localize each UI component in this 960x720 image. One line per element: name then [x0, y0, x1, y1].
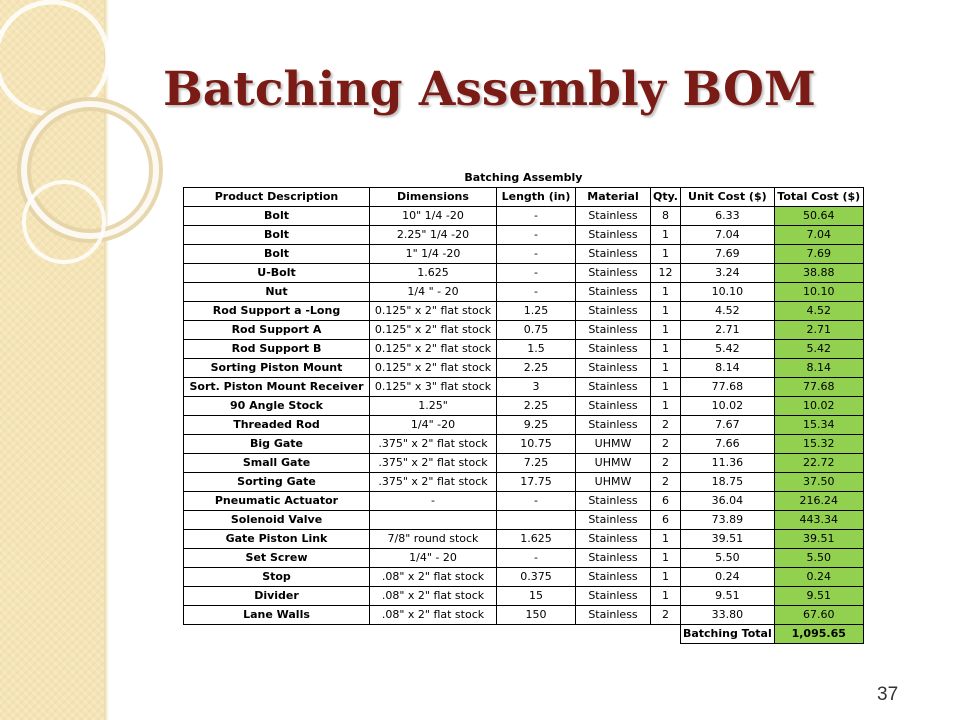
cell-dimensions: 7/8" round stock — [370, 530, 497, 549]
cell-dimensions: 1/4 " - 20 — [370, 283, 497, 302]
cell-dimensions: 2.25" 1/4 -20 — [370, 226, 497, 245]
cell-unit-cost: 39.51 — [680, 530, 774, 549]
cell-qty: 2 — [651, 435, 681, 454]
cell-total-cost: 38.88 — [774, 264, 863, 283]
cell-total-cost: 15.32 — [774, 435, 863, 454]
cell-product-description: Stop — [184, 568, 370, 587]
cell-material: Stainless — [576, 606, 651, 625]
header-total-cost: Total Cost ($) — [774, 188, 863, 207]
header-length: Length (in) — [497, 188, 576, 207]
cell-material: Stainless — [576, 549, 651, 568]
decorative-rings — [0, 0, 200, 300]
cell-unit-cost: 0.24 — [680, 568, 774, 587]
table-row — [184, 226, 864, 245]
cell-total-cost: 50.64 — [774, 207, 863, 226]
table-caption: Batching Assembly — [464, 171, 583, 184]
cell-length: - — [497, 492, 576, 511]
cell-dimensions: 1.25" — [370, 397, 497, 416]
slide-title: Batching Assembly BOM — [163, 62, 816, 117]
header-qty: Qty. — [651, 188, 681, 207]
cell-qty: 1 — [651, 321, 681, 340]
cell-dimensions: 0.125" x 2" flat stock — [370, 340, 497, 359]
cell-product-description: Rod Support A — [184, 321, 370, 340]
cell-dimensions: 10" 1/4 -20 — [370, 207, 497, 226]
table-row — [184, 568, 864, 587]
cell-unit-cost: 11.36 — [680, 454, 774, 473]
cell-qty: 1 — [651, 359, 681, 378]
cell-total-cost: 5.50 — [774, 549, 863, 568]
cell-product-description: Threaded Rod — [184, 416, 370, 435]
cell-unit-cost: 4.52 — [680, 302, 774, 321]
cell-unit-cost: 6.33 — [680, 207, 774, 226]
cell-length: 1.625 — [497, 530, 576, 549]
cell-qty: 1 — [651, 340, 681, 359]
cell-total-cost: 8.14 — [774, 359, 863, 378]
cell-material: Stainless — [576, 207, 651, 226]
cell-product-description: Sorting Piston Mount — [184, 359, 370, 378]
table-row — [184, 511, 864, 530]
cell-length: - — [497, 207, 576, 226]
table-caption-row — [184, 169, 864, 188]
cell-material: Stainless — [576, 568, 651, 587]
table-row — [184, 340, 864, 359]
table-row — [184, 473, 864, 492]
cell-qty: 1 — [651, 378, 681, 397]
cell-qty: 1 — [651, 587, 681, 606]
cell-material: Stainless — [576, 264, 651, 283]
cell-total-cost: 39.51 — [774, 530, 863, 549]
cell-unit-cost: 8.14 — [680, 359, 774, 378]
table-row — [184, 264, 864, 283]
cell-dimensions: .08" x 2" flat stock — [370, 606, 497, 625]
cell-length: 1.25 — [497, 302, 576, 321]
cell-product-description: Lane Walls — [184, 606, 370, 625]
cell-dimensions: 1/4" -20 — [370, 416, 497, 435]
cell-product-description: 90 Angle Stock — [184, 397, 370, 416]
cell-unit-cost: 3.24 — [680, 264, 774, 283]
cell-product-description: Solenoid Valve — [184, 511, 370, 530]
cell-product-description: Pneumatic Actuator — [184, 492, 370, 511]
cell-dimensions: .375" x 2" flat stock — [370, 435, 497, 454]
cell-length: - — [497, 226, 576, 245]
cell-total-cost: 37.50 — [774, 473, 863, 492]
bom-table — [183, 169, 864, 644]
cell-unit-cost: 10.10 — [680, 283, 774, 302]
cell-qty: 1 — [651, 283, 681, 302]
table-row — [184, 454, 864, 473]
cell-dimensions: .08" x 2" flat stock — [370, 587, 497, 606]
table-row — [184, 397, 864, 416]
cell-material: UHMW — [576, 454, 651, 473]
cell-total-cost: 443.34 — [774, 511, 863, 530]
cell-unit-cost: 73.89 — [680, 511, 774, 530]
cell-qty: 6 — [651, 492, 681, 511]
cell-product-description: Bolt — [184, 207, 370, 226]
cell-product-description: Bolt — [184, 245, 370, 264]
cell-dimensions: .375" x 2" flat stock — [370, 454, 497, 473]
table-body — [184, 207, 864, 644]
table-row — [184, 207, 864, 226]
cell-material: Stainless — [576, 378, 651, 397]
table-row — [184, 302, 864, 321]
cell-material: Stainless — [576, 587, 651, 606]
header-unit-cost: Unit Cost ($) — [680, 188, 774, 207]
cell-material: Stainless — [576, 283, 651, 302]
cell-total-cost: 10.10 — [774, 283, 863, 302]
cell-material: Stainless — [576, 359, 651, 378]
cell-total-cost: 0.24 — [774, 568, 863, 587]
cell-unit-cost: 5.42 — [680, 340, 774, 359]
header-dimensions: Dimensions — [370, 188, 497, 207]
table-row — [184, 283, 864, 302]
cell-unit-cost: 7.04 — [680, 226, 774, 245]
cell-qty: 2 — [651, 454, 681, 473]
table-row — [184, 530, 864, 549]
cell-material: Stainless — [576, 492, 651, 511]
table-row — [184, 492, 864, 511]
cell-unit-cost: 7.69 — [680, 245, 774, 264]
cell-material: Stainless — [576, 321, 651, 340]
cell-qty: 1 — [651, 245, 681, 264]
cell-product-description: Small Gate — [184, 454, 370, 473]
total-value: 1,095.65 — [774, 625, 863, 644]
cell-length: 10.75 — [497, 435, 576, 454]
cell-product-description: U-Bolt — [184, 264, 370, 283]
cell-length: 2.25 — [497, 397, 576, 416]
cell-length — [497, 511, 576, 530]
cell-qty: 2 — [651, 416, 681, 435]
cell-product-description: Sorting Gate — [184, 473, 370, 492]
total-label: Batching Total — [680, 625, 774, 644]
cell-material: Stainless — [576, 416, 651, 435]
cell-length: - — [497, 264, 576, 283]
page-number: 37 — [877, 684, 899, 705]
cell-qty: 12 — [651, 264, 681, 283]
cell-qty: 1 — [651, 226, 681, 245]
cell-qty: 1 — [651, 302, 681, 321]
cell-product-description: Nut — [184, 283, 370, 302]
cell-total-cost: 7.04 — [774, 226, 863, 245]
cell-total-cost: 9.51 — [774, 587, 863, 606]
table-row — [184, 549, 864, 568]
cell-dimensions: .08" x 2" flat stock — [370, 568, 497, 587]
cell-unit-cost: 10.02 — [680, 397, 774, 416]
cell-total-cost: 22.72 — [774, 454, 863, 473]
cell-dimensions: .375" x 2" flat stock — [370, 473, 497, 492]
cell-unit-cost: 5.50 — [680, 549, 774, 568]
cell-length: 2.25 — [497, 359, 576, 378]
cell-qty: 1 — [651, 568, 681, 587]
cell-length: - — [497, 283, 576, 302]
cell-material: Stainless — [576, 226, 651, 245]
cell-product-description: Rod Support a -Long — [184, 302, 370, 321]
cell-unit-cost: 36.04 — [680, 492, 774, 511]
cell-material: Stainless — [576, 245, 651, 264]
cell-length: 150 — [497, 606, 576, 625]
cell-qty: 1 — [651, 397, 681, 416]
cell-total-cost: 15.34 — [774, 416, 863, 435]
cell-product-description: Divider — [184, 587, 370, 606]
cell-total-cost: 7.69 — [774, 245, 863, 264]
cell-length: 0.375 — [497, 568, 576, 587]
cell-product-description: Bolt — [184, 226, 370, 245]
cell-dimensions: 1.625 — [370, 264, 497, 283]
cell-dimensions: 0.125" x 2" flat stock — [370, 321, 497, 340]
cell-material: UHMW — [576, 435, 651, 454]
cell-total-cost: 5.42 — [774, 340, 863, 359]
cell-material: Stainless — [576, 530, 651, 549]
cell-product-description: Big Gate — [184, 435, 370, 454]
cell-dimensions: 0.125" x 2" flat stock — [370, 302, 497, 321]
cell-total-cost: 77.68 — [774, 378, 863, 397]
cell-unit-cost: 18.75 — [680, 473, 774, 492]
total-spacer — [184, 625, 681, 644]
cell-product-description: Sort. Piston Mount Receiver — [184, 378, 370, 397]
total-row — [184, 625, 864, 644]
cell-material: UHMW — [576, 473, 651, 492]
cell-total-cost: 4.52 — [774, 302, 863, 321]
cell-total-cost: 216.24 — [774, 492, 863, 511]
cell-material: Stainless — [576, 511, 651, 530]
header-row — [184, 188, 864, 207]
cell-unit-cost: 77.68 — [680, 378, 774, 397]
table-row — [184, 378, 864, 397]
cell-qty: 8 — [651, 207, 681, 226]
table-row — [184, 416, 864, 435]
header-product-description: Product Description — [184, 188, 370, 207]
cell-length: 15 — [497, 587, 576, 606]
cell-qty: 1 — [651, 530, 681, 549]
cell-qty: 6 — [651, 511, 681, 530]
cell-qty: 1 — [651, 549, 681, 568]
table-row — [184, 359, 864, 378]
cell-dimensions: - — [370, 492, 497, 511]
header-material: Material — [576, 188, 651, 207]
table-row — [184, 435, 864, 454]
cell-total-cost: 2.71 — [774, 321, 863, 340]
cell-dimensions: 1" 1/4 -20 — [370, 245, 497, 264]
cell-product-description: Set Screw — [184, 549, 370, 568]
cell-material: Stainless — [576, 397, 651, 416]
cell-length: 9.25 — [497, 416, 576, 435]
table-row — [184, 321, 864, 340]
cell-material: Stainless — [576, 302, 651, 321]
cell-length: 3 — [497, 378, 576, 397]
cell-length: - — [497, 549, 576, 568]
cell-unit-cost: 7.66 — [680, 435, 774, 454]
cell-length: 1.5 — [497, 340, 576, 359]
cell-qty: 2 — [651, 473, 681, 492]
cell-unit-cost: 9.51 — [680, 587, 774, 606]
cell-product-description: Rod Support B — [184, 340, 370, 359]
table-row — [184, 587, 864, 606]
cell-dimensions: 1/4" - 20 — [370, 549, 497, 568]
cell-total-cost: 10.02 — [774, 397, 863, 416]
cell-dimensions: 0.125" x 2" flat stock — [370, 359, 497, 378]
cell-unit-cost: 7.67 — [680, 416, 774, 435]
cell-total-cost: 67.60 — [774, 606, 863, 625]
cell-unit-cost: 33.80 — [680, 606, 774, 625]
cell-product-description: Gate Piston Link — [184, 530, 370, 549]
cell-material: Stainless — [576, 340, 651, 359]
cell-length: 17.75 — [497, 473, 576, 492]
cell-length: 7.25 — [497, 454, 576, 473]
cell-dimensions: 0.125" x 3" flat stock — [370, 378, 497, 397]
cell-unit-cost: 2.71 — [680, 321, 774, 340]
cell-dimensions — [370, 511, 497, 530]
cell-length: - — [497, 245, 576, 264]
table-row — [184, 245, 864, 264]
cell-qty: 2 — [651, 606, 681, 625]
table-row — [184, 606, 864, 625]
cell-length: 0.75 — [497, 321, 576, 340]
